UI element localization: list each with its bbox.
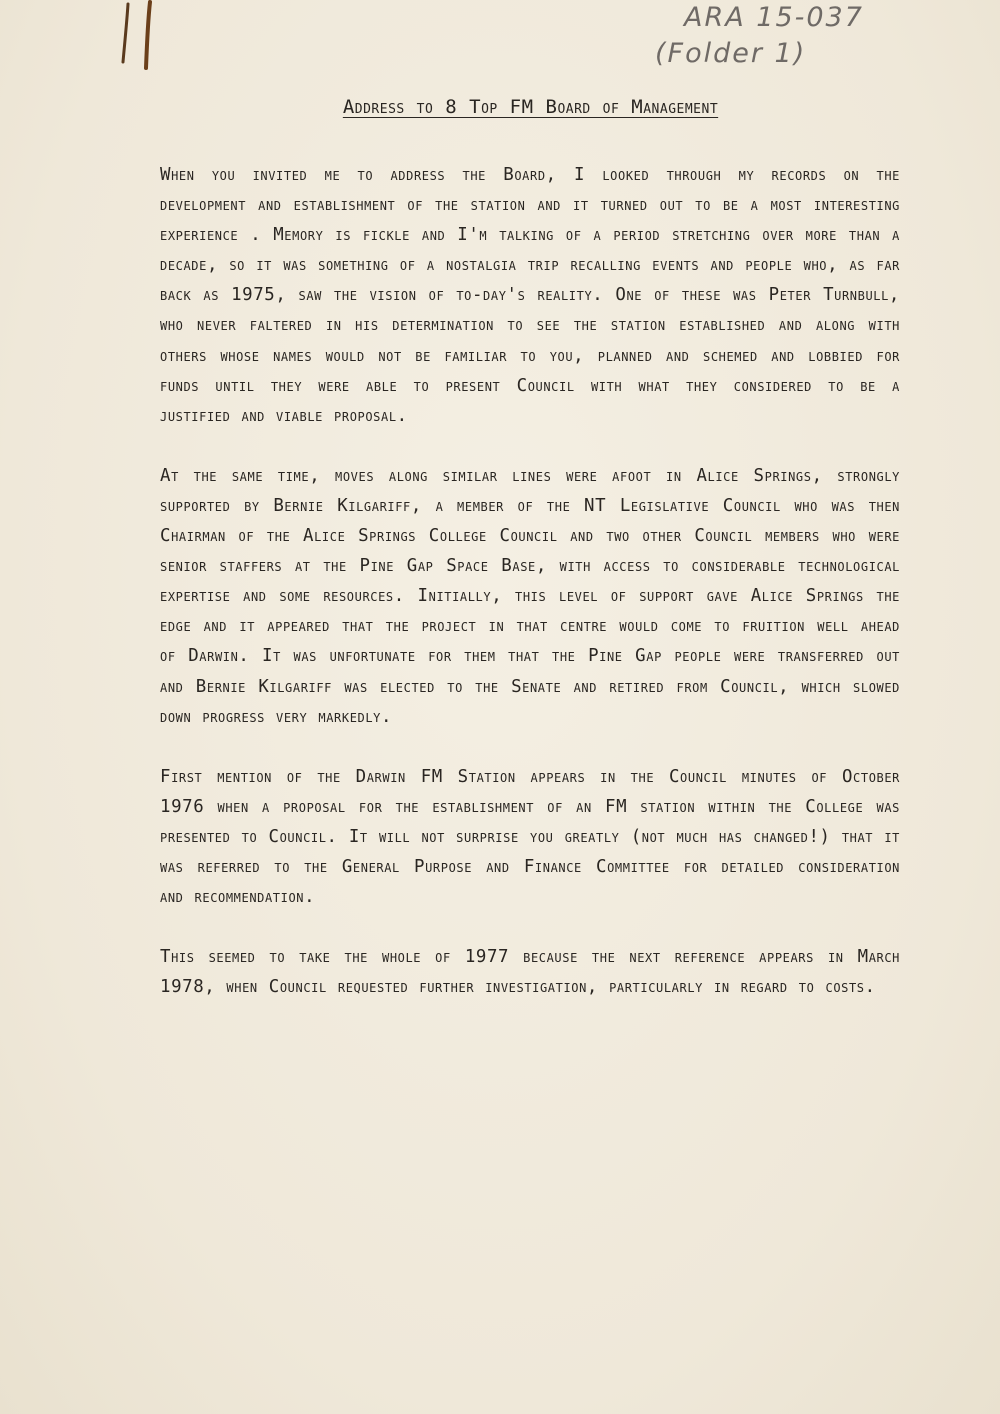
handwritten-mark — [110, 0, 170, 80]
archive-reference-annotation: ARA 15-037 — [684, 2, 864, 33]
paragraph: At the same time, moves along similar lines were afoot in Alice Springs, strongly supported by Bernie Kilgariff, a member of the NT Legislative Council who was then Chairman of the Alice Springs College Council and two other Council members who were senior staffers at the Pine Gap Space Base, with access to considerable technological expertise and some resources. Initially, this level of support gave Alice Springs the edge and it appeared that the project in that centre would come to fruition well ahead of Darwin. It was unfortunate for them that the Pine Gap people were transferred out and Bernie Kilgariff was elected to the Senate and retired from Council, which slowed down progress very markedly. — [160, 465, 900, 727]
paragraph: This seemed to take the whole of 1977 because the next reference appears in March 1978, when Council requested further investigation, particularly in regard to costs. — [160, 947, 900, 998]
folder-annotation: (Folder 1) — [655, 38, 807, 69]
document-body — [160, 160, 900, 1032]
document-title: Address to 8 Top FM Board of Management — [342, 96, 719, 118]
paragraph: When you invited me to address the Board, I looked through my records on the development and establishment of the station and it turned out to be a most interesting experience . Memory is fickle and I'm talking of a period stretching over more than a decade, so it was something of a nostalgia trip recalling events and people who, as far back as 1975, saw the vision of to-day's reality. One of these was Peter Turnbull, who never faltered in his determination to see the station established and along with others whose names would not be familiar to you, planned and schemed and lobbied for funds until they were able to present Council with what they considered to be a justified and viable proposal. — [160, 165, 900, 426]
paragraph: First mention of the Darwin FM Station appears in the Council minutes of October 1976 when a proposal for the establishment of an FM station within the College was presented to Council. It will not surprise you greatly (not much has changed!) that it was referred to the General Purpose and Finance Committee for detailed consideration and recommendation. — [160, 766, 900, 908]
